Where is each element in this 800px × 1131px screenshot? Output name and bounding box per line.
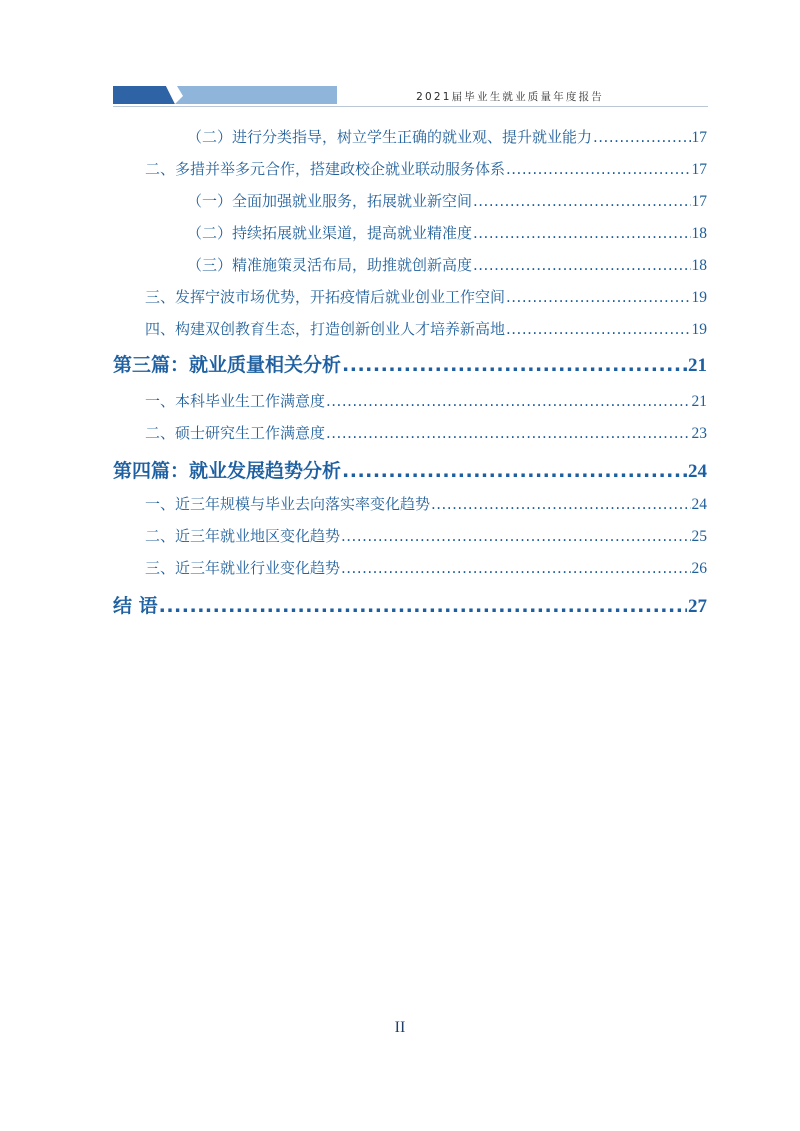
toc-dot-leader — [506, 160, 690, 178]
toc-chapter-entry[interactable] — [113, 350, 707, 377]
toc-entry-label: 二、硕士研究生工作满意度 — [145, 424, 326, 442]
toc-entry[interactable] — [145, 286, 707, 307]
toc-chapter-page: 27 — [688, 596, 707, 617]
toc-dot-leader — [341, 527, 690, 545]
toc-entry-page: 17 — [691, 161, 707, 178]
toc-entry[interactable] — [187, 126, 707, 147]
toc-chapter-label: 第四篇：就业发展趋势分析 — [113, 460, 342, 482]
toc-dot-leader — [593, 128, 690, 146]
toc-entry-page: 17 — [691, 193, 707, 210]
header-divider — [113, 106, 708, 107]
toc-dot-leader — [326, 392, 690, 410]
toc-entry-label: 三、近三年就业行业变化趋势 — [145, 559, 341, 577]
toc-entry[interactable] — [145, 158, 707, 179]
toc-entry[interactable] — [187, 190, 707, 211]
toc-dot-leader — [506, 288, 690, 306]
toc-dot-leader — [473, 256, 690, 274]
toc-entry-label: （二）进行分类指导，树立学生正确的就业观、提升就业能力 — [187, 128, 593, 146]
toc-entry-page: 26 — [691, 560, 707, 577]
toc-entry-page: 18 — [691, 257, 707, 274]
report-header-title: 2021届毕业生就业质量年度报告 — [416, 91, 604, 103]
toc-dot-leader — [342, 460, 687, 482]
toc-entry[interactable] — [145, 390, 707, 411]
toc-entry-label: （二）持续拓展就业渠道，提高就业精准度 — [187, 224, 473, 242]
toc-chapter-page: 24 — [688, 461, 707, 482]
toc-entry[interactable] — [145, 493, 707, 514]
toc-dot-leader — [473, 224, 690, 242]
toc-entry-page: 23 — [691, 425, 707, 442]
toc-chapter-label: 结 语 — [113, 595, 158, 617]
toc-entry-page: 25 — [691, 528, 707, 545]
header-decorative-band — [113, 86, 337, 104]
toc-entry-label: 二、近三年就业地区变化趋势 — [145, 527, 341, 545]
toc-dot-leader — [342, 354, 687, 376]
toc-entry-label: 一、近三年规模与毕业去向落实率变化趋势 — [145, 495, 431, 513]
toc-dot-leader — [431, 495, 690, 513]
toc-dot-leader — [341, 559, 690, 577]
toc-entry-label: 四、构建双创教育生态，打造创新创业人才培养新高地 — [145, 320, 506, 338]
toc-entry-page: 19 — [691, 321, 707, 338]
toc-chapter-label: 第三篇：就业质量相关分析 — [113, 354, 342, 376]
toc-entry[interactable] — [145, 525, 707, 546]
toc-entry-label: （一）全面加强就业服务，拓展就业新空间 — [187, 192, 473, 210]
toc-entry[interactable] — [187, 254, 707, 275]
toc-entry[interactable] — [145, 422, 707, 443]
toc-chapter-page: 21 — [688, 355, 707, 376]
toc-entry[interactable] — [145, 557, 707, 578]
toc-entry-page: 17 — [691, 129, 707, 146]
toc-entry-page: 19 — [691, 289, 707, 306]
page-number: II — [394, 1019, 406, 1036]
toc-entry[interactable] — [145, 318, 707, 339]
toc-dot-leader — [159, 595, 687, 617]
toc-dot-leader — [473, 192, 690, 210]
toc-entry-page: 21 — [691, 393, 707, 410]
toc-dot-leader — [506, 320, 690, 338]
toc-entry-label: 三、发挥宁波市场优势，开拓疫情后就业创业工作空间 — [145, 288, 506, 306]
toc-entry-page: 18 — [691, 225, 707, 242]
toc-entry-page: 24 — [691, 496, 707, 513]
toc-entry-label: （三）精准施策灵活布局，助推就创新高度 — [187, 256, 473, 274]
toc-chapter-entry[interactable] — [113, 456, 707, 483]
toc-entry-label: 二、多措并举多元合作，搭建政校企就业联动服务体系 — [145, 160, 506, 178]
toc-entry-label: 一、本科毕业生工作满意度 — [145, 392, 326, 410]
toc-entry[interactable] — [187, 222, 707, 243]
toc-dot-leader — [326, 424, 690, 442]
toc-chapter-entry[interactable] — [113, 591, 707, 618]
